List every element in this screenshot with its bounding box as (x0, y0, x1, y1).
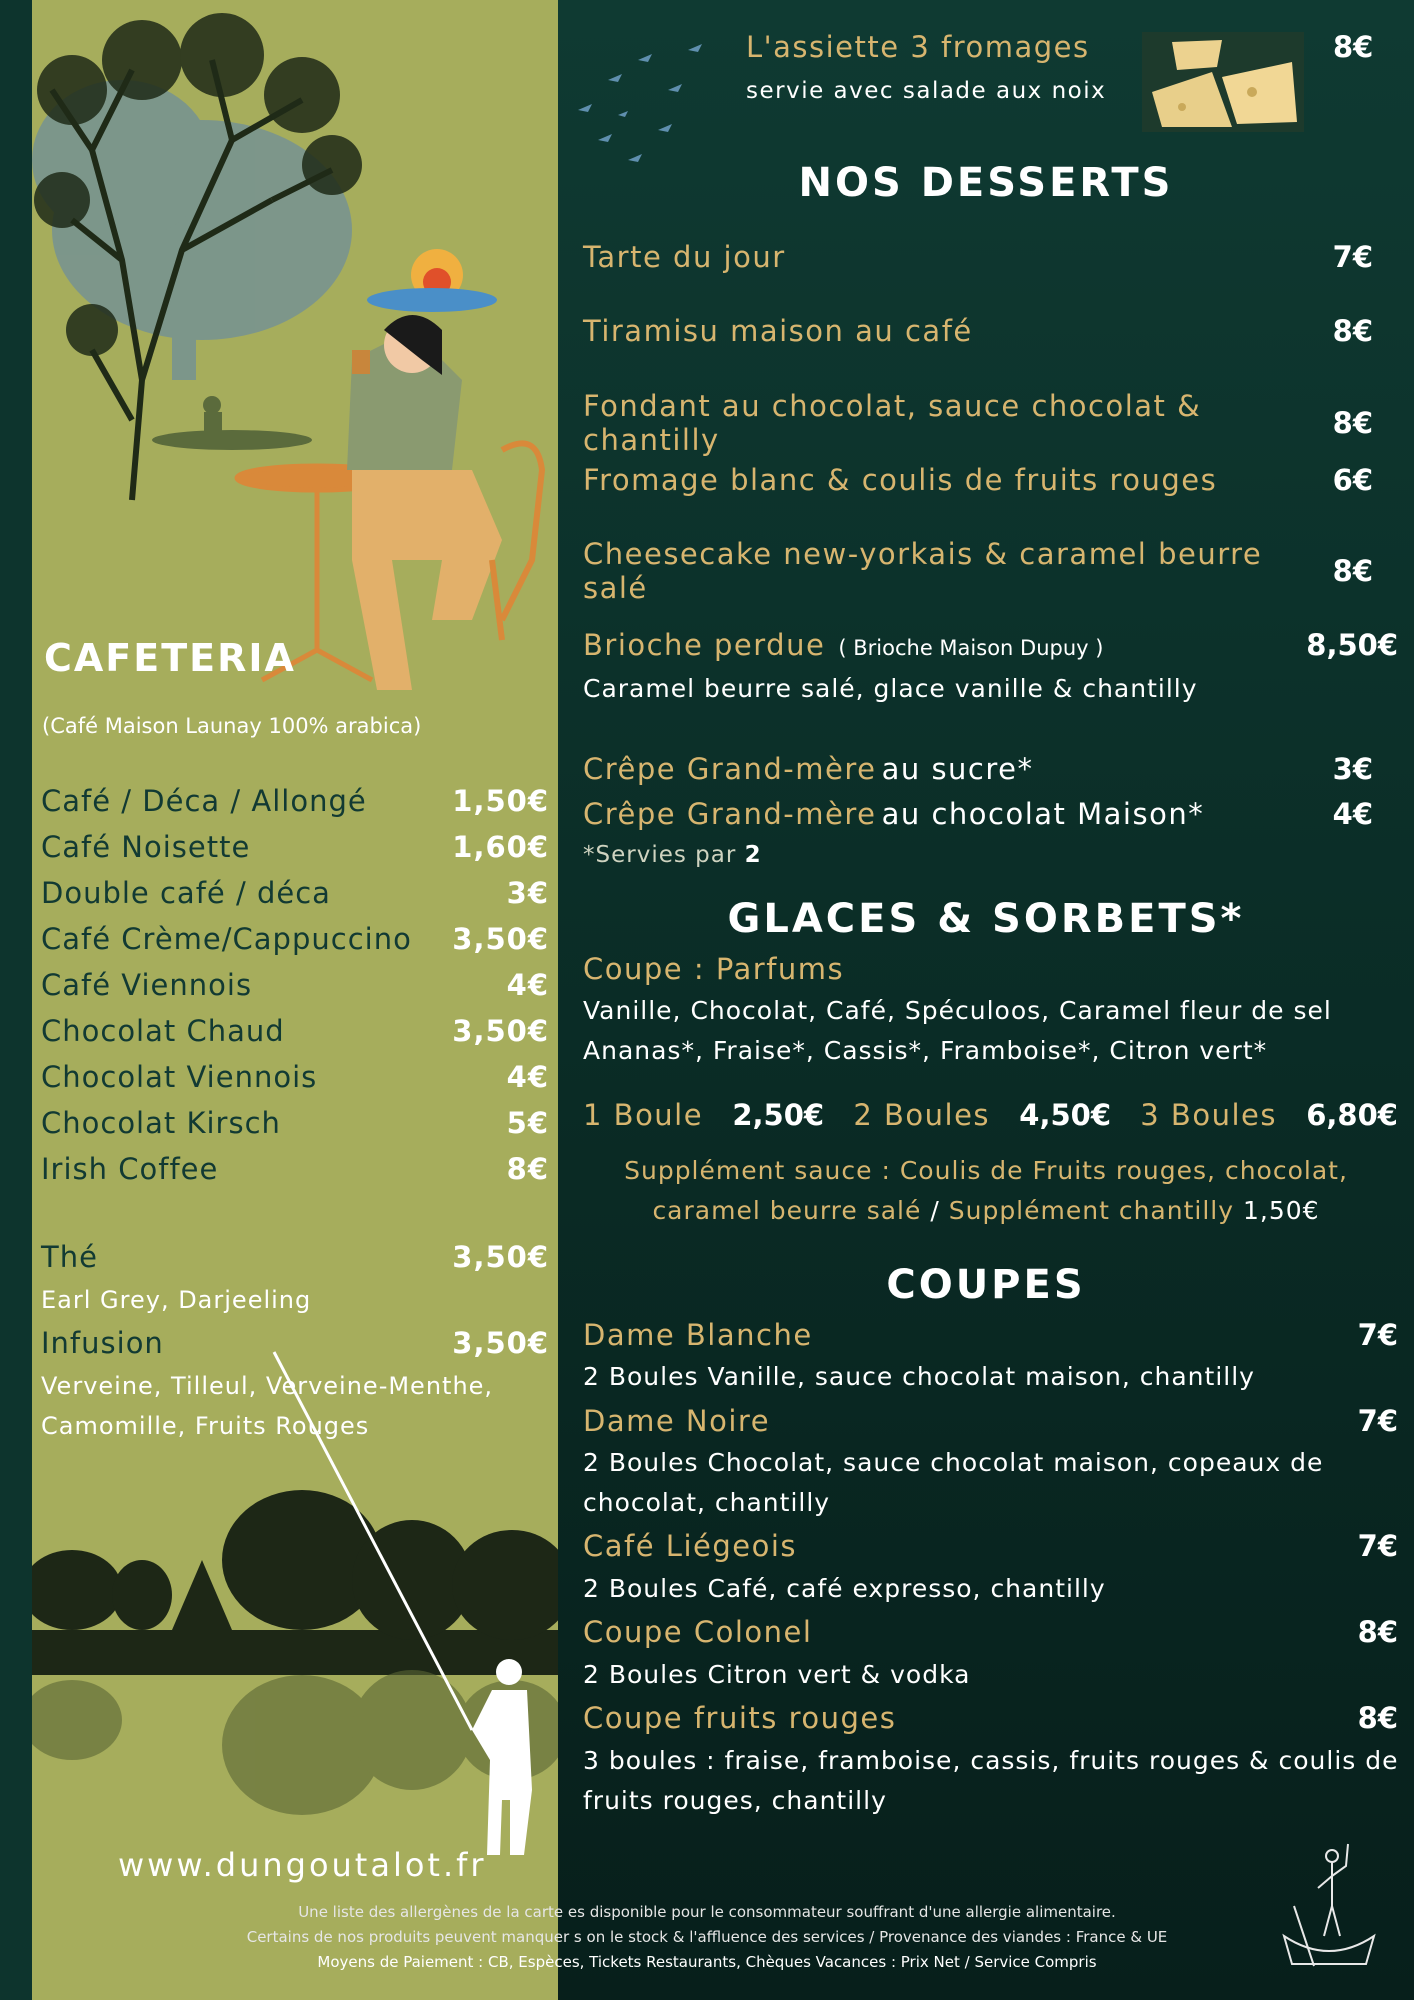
treeline-reflection (32, 1670, 558, 1815)
coupe-desc: 3 boules : fraise, framboise, cassis, fruits rouges & coulis de (583, 1746, 1399, 1775)
drink-row (41, 1008, 549, 1054)
coupe-row (583, 1529, 1398, 1563)
drink-name: Chocolat Chaud (41, 1014, 285, 1048)
drink-row (41, 870, 549, 916)
coupe-name: Dame Blanche (583, 1318, 813, 1352)
crepe-price: 3€ (1332, 752, 1373, 786)
drink-name: Double café / déca (41, 876, 331, 910)
infusion-price: 3,50€ (452, 1326, 549, 1360)
dessert-row (583, 240, 1373, 274)
dessert-row (583, 314, 1373, 348)
drink-row (41, 1054, 549, 1100)
coupe-price: 8€ (1357, 1701, 1398, 1735)
drink-name: Café Crème/Cappuccino (41, 922, 412, 956)
dessert-name: Fromage blanc & coulis de fruits rouges (583, 463, 1218, 497)
drink-row (41, 824, 549, 870)
boules-prices-row (583, 1098, 1398, 1132)
coupe-desc: 2 Boules Citron vert & vodka (583, 1660, 971, 1689)
drink-name: Chocolat Viennois (41, 1060, 318, 1094)
footer-stock-line (0, 1925, 1414, 1950)
drink-row (41, 778, 549, 824)
cheese-plate-price: 8€ (1333, 30, 1374, 64)
infusion-desc-line1: Verveine, Tilleul, Verveine-Menthe, (41, 1372, 494, 1400)
drink-row (41, 1100, 549, 1146)
boule-label: 3 Boules (1140, 1098, 1277, 1132)
footer-allergen-line (0, 1900, 1414, 1925)
coupe-row (583, 1615, 1398, 1649)
footer-line2-b: on le stock & l'affluence des services / Provenance des viandes : France & UE (586, 1928, 1168, 1946)
drink-row (41, 962, 549, 1008)
infusion-row (41, 1320, 549, 1366)
coupe-price: 7€ (1357, 1404, 1398, 1438)
coupe-name: Café Liégeois (583, 1529, 798, 1563)
dessert-row (583, 463, 1373, 497)
footer (0, 1900, 1414, 1975)
dessert-price: 6€ (1332, 463, 1373, 497)
cafeteria-panel (32, 0, 558, 2000)
crepes-note (583, 842, 762, 868)
crepe-name: Crêpe Grand-mère (583, 752, 877, 786)
sunset-icon (367, 249, 497, 312)
coupe-desc: 2 Boules Café, café expresso, chantilly (583, 1574, 1106, 1603)
cheese-plate-desc: servie avec salade aux noix (746, 78, 1107, 104)
brioche-note: ( Brioche Maison Dupuy ) (838, 636, 1104, 660)
dessert-row (583, 537, 1373, 605)
boat-fisherman-icon (152, 396, 312, 450)
cheese-plate-name: L'assiette 3 fromages (746, 30, 1090, 64)
footer-line1-a: Une liste des allergènes de la carte es (298, 1903, 585, 1921)
treeline-icon (32, 1490, 558, 1675)
drink-name: Café Noisette (41, 830, 251, 864)
coupe-name: Coupe Colonel (583, 1615, 813, 1649)
glaces-title: GLACES & SORBETS* (727, 896, 1245, 942)
infusion-name: Infusion (41, 1326, 164, 1360)
supplement-line2-sep: / (930, 1196, 940, 1225)
brioche-price: 8,50€ (1306, 628, 1398, 662)
brioche-row (583, 628, 1398, 662)
dessert-price: 8€ (1332, 314, 1373, 348)
supplement-line1: Supplément sauce : Coulis de Fruits rouges, chocolat, (624, 1156, 1348, 1185)
tea-name: Thé (41, 1240, 98, 1274)
boule-label: 1 Boule (583, 1098, 704, 1132)
boule-price: 2,50€ (732, 1098, 825, 1132)
coupe-row (583, 1404, 1398, 1438)
crepe-suffix: au sucre* (881, 752, 1034, 786)
footer-line2-a: Certains de nos produits peuvent manquer s (246, 1928, 582, 1946)
coupe-row (583, 1701, 1398, 1735)
crepes-note-prefix: *Servies par (583, 842, 737, 868)
drink-price: 8€ (506, 1152, 549, 1186)
drink-price: 4€ (506, 968, 549, 1002)
coupes-title: COUPES (886, 1262, 1086, 1308)
brioche-name: Brioche perdue (583, 628, 826, 662)
coupe-name: Coupe fruits rouges (583, 1701, 897, 1735)
footer-line1-b: disponible pour le consommateur souffrant d'une allergie alimentaire. (589, 1903, 1116, 1921)
dessert-price: 8€ (1332, 554, 1373, 588)
menu-right-column (558, 0, 1414, 2000)
coupe-price: 7€ (1357, 1529, 1398, 1563)
coupe-name: Dame Noire (583, 1404, 771, 1438)
cafeteria-subtitle: (Café Maison Launay 100% arabica) (42, 714, 422, 738)
drink-price: 5€ (506, 1106, 549, 1140)
cheese-photo-icon (1142, 32, 1304, 132)
coupe-price: 8€ (1357, 1615, 1398, 1649)
dessert-name: Fondant au chocolat, sauce chocolat & chantilly (583, 389, 1202, 457)
drink-price: 3€ (506, 876, 549, 910)
woman-drinking-coffee-icon (347, 315, 502, 690)
drink-name: Chocolat Kirsch (41, 1106, 281, 1140)
dessert-name: Tarte du jour (583, 240, 786, 274)
desserts-title: NOS DESSERTS (798, 160, 1174, 206)
supplement-line2-a: caramel beurre salé (652, 1196, 922, 1225)
tea-desc: Earl Grey, Darjeeling (41, 1286, 312, 1314)
cafeteria-title: CAFETERIA (44, 636, 296, 680)
drink-list (41, 778, 549, 1192)
drink-price: 4€ (506, 1060, 549, 1094)
crepes-note-value: 2 (744, 842, 762, 868)
supplement-line2 (558, 1196, 1414, 1225)
brioche-desc: Caramel beurre salé, glace vanille & chantilly (583, 674, 1198, 703)
left-dark-strip (0, 0, 32, 2000)
drink-row (41, 1146, 549, 1192)
crepe-price: 4€ (1332, 797, 1373, 831)
website-link[interactable]: www.dungoutalot.fr (118, 1846, 487, 1884)
drink-name: Irish Coffee (41, 1152, 219, 1186)
dessert-row (583, 389, 1373, 457)
drink-row (41, 916, 549, 962)
boule-label: 2 Boules (853, 1098, 991, 1132)
coupe-row (583, 1318, 1398, 1352)
flavors-line1: Vanille, Chocolat, Café, Spéculoos, Caramel fleur de sel (583, 996, 1332, 1025)
drink-price: 1,50€ (452, 784, 549, 818)
crepe-name: Crêpe Grand-mère (583, 797, 877, 831)
supplement-price: 1,50€ (1242, 1196, 1320, 1225)
footer-payment-line: Moyens de Paiement : CB, Espèces, Tickets Restaurants, Chèques Vacances : Prix Net / Service Compris (317, 1953, 1097, 1971)
crepe-suffix: au chocolat Maison* (881, 797, 1205, 831)
tea-row (41, 1234, 549, 1280)
dessert-price: 8€ (1332, 406, 1373, 440)
coupe-desc: fruits rouges, chantilly (583, 1786, 887, 1815)
drink-price: 3,50€ (452, 1014, 549, 1048)
crepe-row (583, 752, 1373, 786)
coupe-desc: chocolat, chantilly (583, 1488, 831, 1517)
supplement-line2-b: Supplément chantilly (948, 1196, 1235, 1225)
coupe-parfums-label: Coupe : Parfums (583, 952, 845, 986)
drink-name: Café / Déca / Allongé (41, 784, 367, 818)
tea-infusion-block (41, 1234, 549, 1446)
drink-price: 1,60€ (452, 830, 549, 864)
flavors-line2: Ananas*, Fraise*, Cassis*, Framboise*, Citron vert* (583, 1036, 1268, 1065)
drink-name: Café Viennois (41, 968, 253, 1002)
boule-price: 4,50€ (1019, 1098, 1112, 1132)
crepe-row (583, 797, 1373, 831)
tea-price: 3,50€ (452, 1240, 549, 1274)
coupe-price: 7€ (1357, 1318, 1398, 1352)
infusion-desc-line2: Camomille, Fruits Rouges (41, 1412, 370, 1440)
dessert-name: Cheesecake new-yorkais & caramel beurre salé (583, 537, 1263, 605)
drink-price: 3,50€ (452, 922, 549, 956)
dessert-price: 7€ (1332, 240, 1373, 274)
dessert-name: Tiramisu maison au café (583, 314, 973, 348)
coupe-desc: 2 Boules Chocolat, sauce chocolat maison, copeaux de (583, 1448, 1324, 1477)
coupe-desc: 2 Boules Vanille, sauce chocolat maison, chantilly (583, 1362, 1255, 1391)
boule-price: 6,80€ (1306, 1098, 1398, 1132)
